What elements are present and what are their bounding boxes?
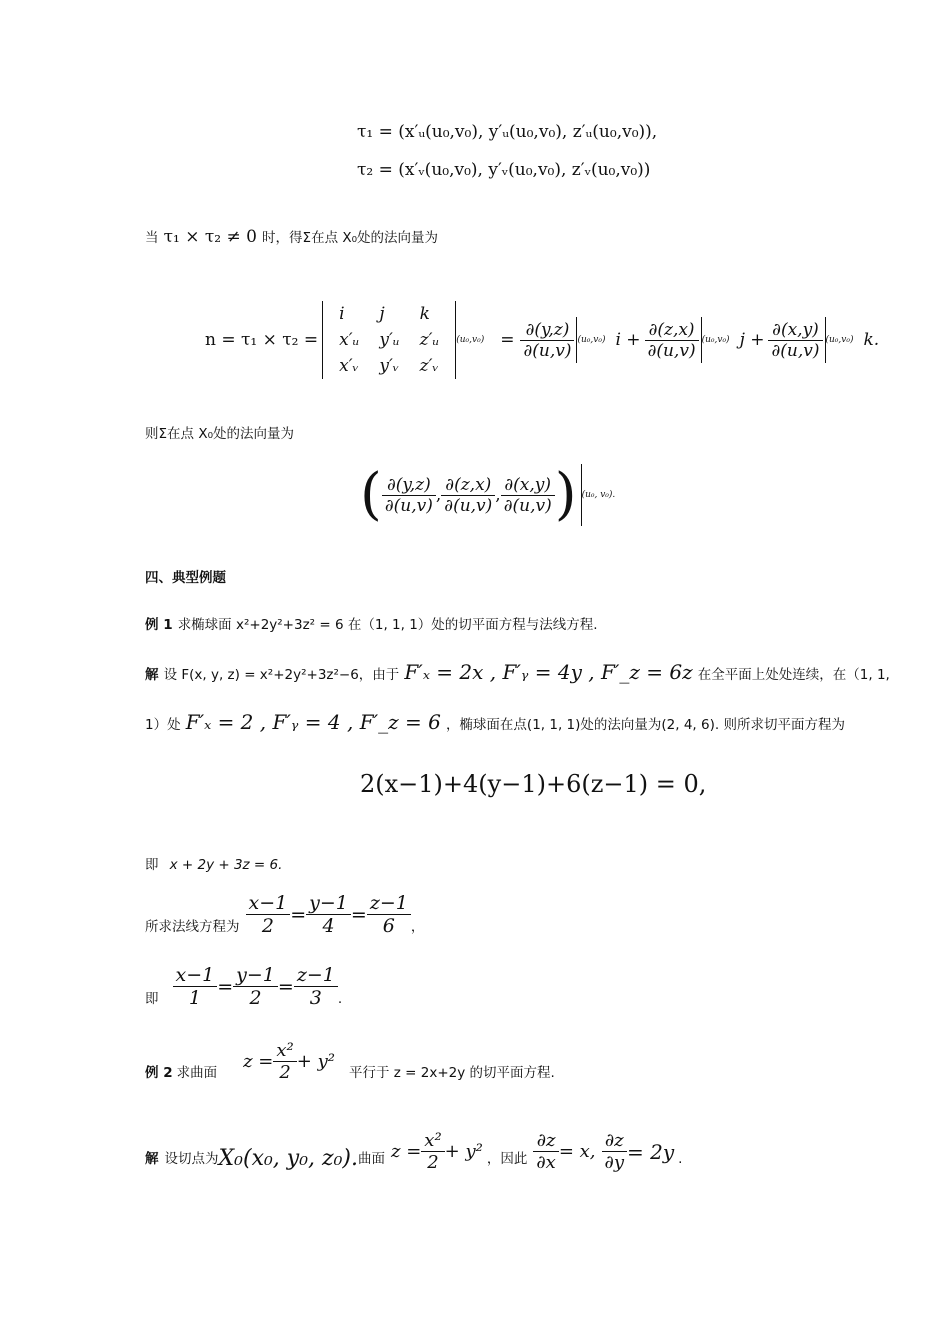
det-cell: z′ᵥ bbox=[419, 356, 439, 376]
tau1-equation: τ₁ = (x′ᵤ(u₀,v₀), y′ᵤ(u₀,v₀), z′ᵤ(u₀,v₀)), bbox=[357, 122, 658, 142]
partial-values: F′ₓ = 2 , F′ᵧ = 4 , F′_z = 6 bbox=[185, 710, 441, 734]
fraction: $\frac{z-1}{3}$ bbox=[294, 964, 338, 1009]
normal-vector-line: 则Σ在点 X₀处的法向量为 bbox=[145, 426, 294, 442]
tangent-point: X₀(x₀, y₀, z₀). bbox=[218, 1146, 358, 1171]
normal-vector-tuple bbox=[360, 455, 615, 535]
surface-plus: + y² bbox=[296, 1051, 335, 1072]
solution-2 bbox=[145, 1130, 682, 1173]
tuple-jacobian-xy: $\frac{\partial(x,y)}{\partial(u,v)}$ bbox=[501, 475, 555, 516]
equals-sign: = bbox=[350, 903, 367, 926]
simplified-prefix: 即 bbox=[145, 857, 159, 873]
det-cell: x′ᵥ bbox=[339, 356, 359, 376]
surface-fraction: $\frac{\text{x²}}{2}$ bbox=[273, 1040, 296, 1083]
det-cell: k bbox=[419, 304, 430, 324]
example-2-text-b: 平行于 z = 2x+2y 的切平面方程. bbox=[348, 1065, 555, 1081]
k-term: k. bbox=[863, 330, 880, 350]
det-cell: y′ᵥ bbox=[379, 356, 400, 376]
comma: , bbox=[495, 485, 501, 505]
solution-1-line-1 bbox=[145, 660, 890, 684]
condition-formula: τ₁ × τ₂ ≠ 0 bbox=[163, 227, 257, 247]
surface-z: z = bbox=[391, 1141, 422, 1162]
solution-2-text-a: 设切点为 bbox=[164, 1151, 219, 1167]
determinant bbox=[322, 301, 456, 379]
det-cell: x′ᵤ bbox=[339, 330, 360, 350]
jacobian-yz: $\frac{\partial(y,z)}{\partial(u,v)}$ bbox=[520, 320, 574, 361]
tuple-jacobian-yz: $\frac{\partial(y,z)}{\partial(u,v)}$ bbox=[382, 475, 436, 516]
solution-1-line-2 bbox=[145, 710, 845, 734]
solution-2-label: 解 bbox=[145, 1151, 159, 1167]
det-cell: j bbox=[379, 304, 385, 324]
end-mark: . bbox=[337, 991, 343, 1007]
dz-dx-rhs: = x, bbox=[558, 1141, 596, 1162]
normal-vector-equation bbox=[205, 290, 879, 390]
normal-lhs: n = τ₁ × τ₂ = bbox=[205, 330, 319, 350]
example-2-text-a: 求曲面 bbox=[176, 1065, 218, 1081]
tangent-plane-equation: 2(x−1)+4(y−1)+6(z−1) = 0, bbox=[360, 770, 707, 798]
example-1-text: 求椭球面 x²+2y²+3z² = 6 在（1, 1, 1）处的切平面方程与法线方程. bbox=[177, 617, 598, 633]
surface-plus: + y² bbox=[444, 1141, 483, 1162]
example-2 bbox=[145, 1040, 555, 1083]
fraction: $\frac{x-1}{1}$ bbox=[173, 964, 218, 1009]
j-term: j + bbox=[739, 330, 765, 350]
i-term: i + bbox=[615, 330, 641, 350]
surface-fraction: $\frac{\text{x²}}{2}$ bbox=[421, 1130, 444, 1173]
example-1 bbox=[145, 613, 598, 633]
dz-dx: $\frac{\partial z}{\partial x}$ bbox=[533, 1130, 558, 1173]
equals-sign: = bbox=[290, 903, 307, 926]
simplified-plane bbox=[145, 853, 282, 873]
comma: , bbox=[435, 485, 442, 505]
open-paren: ( bbox=[360, 462, 382, 527]
eval-point: (u₀,v₀) bbox=[825, 335, 854, 345]
equals-sign: = bbox=[217, 975, 234, 998]
solution-1-text-d: ，椭球面在点(1, 1, 1)处的法向量为(2, 4, 6). 则所求切平面方程为 bbox=[445, 717, 845, 733]
solution-1-text-b: 在全平面上处处连续，在（1, 1, bbox=[697, 667, 890, 683]
tau2-equation: τ₂ = (x′ᵥ(u₀,v₀), y′ᵥ(u₀,v₀), z′ᵥ(u₀,v₀)) bbox=[357, 160, 651, 180]
end-mark: ， bbox=[410, 919, 425, 935]
det-eval-point: (u₀,v₀) bbox=[456, 335, 485, 345]
det-cell: y′ᵤ bbox=[379, 330, 400, 350]
end-mark: . bbox=[678, 1151, 683, 1167]
solution-1-text-a: 设 F(x, y, z) = x²+2y²+3z²−6，由于 bbox=[163, 667, 400, 683]
tuple-eval-point: (u₀, v₀). bbox=[581, 490, 616, 500]
normal-line-equation bbox=[145, 892, 424, 937]
normal-line-prefix: 所求法线方程为 bbox=[145, 919, 240, 935]
fraction: $\frac{z-1}{6}$ bbox=[367, 892, 411, 937]
section-title: 四、典型例题 bbox=[145, 570, 226, 586]
partial-derivatives: F′ₓ = 2x , F′ᵧ = 4y , F′_z = 6z bbox=[404, 660, 693, 684]
jacobian-zx: $\frac{\partial(z,x)}{\partial(u,v)}$ bbox=[645, 320, 699, 361]
solution-1-text-c: 1）处 bbox=[145, 717, 181, 733]
solution-2-text-c: ，因此 bbox=[486, 1151, 528, 1167]
example-2-label: 例 2 bbox=[145, 1065, 173, 1081]
condition-prefix: 当 bbox=[145, 230, 159, 246]
eval-point: (u₀,v₀) bbox=[577, 335, 606, 345]
eval-point: (u₀,v₀) bbox=[701, 335, 730, 345]
det-cell: i bbox=[339, 304, 345, 324]
condition-suffix: 时，得Σ在点 X₀处的法向量为 bbox=[262, 230, 439, 246]
again-prefix: 即 bbox=[145, 991, 159, 1007]
equals-sign: = bbox=[500, 330, 515, 350]
fraction: $\frac{x-1}{2}$ bbox=[246, 892, 291, 937]
solution-1-label: 解 bbox=[145, 667, 159, 683]
jacobian-xy: $\frac{\partial(x,y)}{\partial(u,v)}$ bbox=[768, 320, 822, 361]
dz-dy: $\frac{\partial z}{\partial y}$ bbox=[602, 1130, 627, 1173]
fraction: $\frac{y-1}{2}$ bbox=[233, 964, 278, 1009]
simplified-normal-line bbox=[145, 964, 342, 1009]
condition-line bbox=[145, 226, 438, 247]
simplified-equation: x + 2y + 3z = 6. bbox=[169, 857, 283, 873]
fraction: $\frac{y-1}{4}$ bbox=[306, 892, 351, 937]
equals-sign: = bbox=[277, 975, 294, 998]
tuple-jacobian-zx: $\frac{\partial(z,x)}{\partial(u,v)}$ bbox=[441, 475, 495, 516]
solution-2-text-b: 曲面 bbox=[358, 1151, 385, 1167]
det-cell: z′ᵤ bbox=[419, 330, 440, 350]
dz-dy-rhs: = 2y bbox=[627, 1139, 675, 1164]
example-1-label: 例 1 bbox=[145, 617, 173, 633]
close-paren: ) bbox=[554, 462, 577, 527]
surface-z: z = bbox=[243, 1051, 274, 1072]
